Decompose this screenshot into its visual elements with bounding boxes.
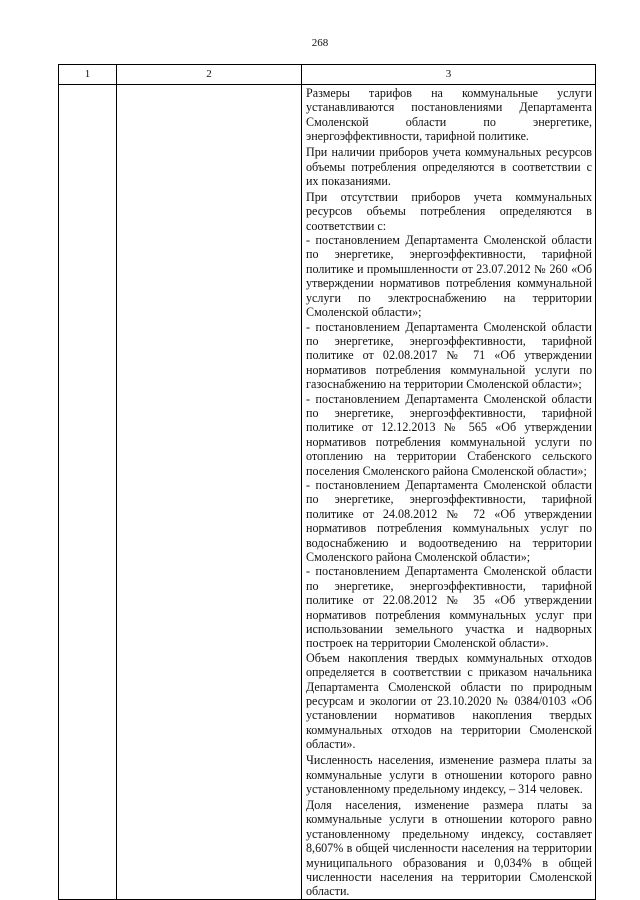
paragraph-waste-volume: Объем накопления твердых коммунальных отходов определяется в соответствии с приказом начальника Департамента Смоленской области по природным ресурсам и экологии от 23.10.2020 № 0384/0103 «Об установлении нормативов накопления твердых коммунальных отходов на территории Смоленской области». bbox=[306, 650, 592, 752]
cell-column-1 bbox=[59, 85, 117, 900]
paragraph-meters-absent: При отсутствии приборов учета коммунальных ресурсов объемы потребления определяются в соответствии с: bbox=[306, 189, 592, 233]
paragraph-population-share: Доля населения, изменение размера платы за коммунальные услуги в отношении которого равно установленному предельному индексу, составляет 8,607% в общей численности населения на территории муниципального образования и 0,034% в общей численности населения на территории Смоленской области. bbox=[306, 797, 592, 899]
paragraph-population-count: Численность населения, изменение размера платы за коммунальные услуги в отношении которого равно установленному предельному индексу, – 314 человек. bbox=[306, 753, 592, 796]
cell-column-3 bbox=[302, 85, 596, 900]
paragraph-gas-norms: - постановлением Департамента Смоленской области по энергетике, энергоэффективности, тарифной политике от 02.08.2017 № 71 «Об утверждении нормативов потребления коммунальной услуги по газоснабжению на территории Смоленской области»; bbox=[306, 319, 592, 392]
table-row bbox=[59, 85, 596, 900]
paragraph-heating-norms: - постановлением Департамента Смоленской области по энергетике, энергоэффективности, тарифной политике от 12.12.2013 № 565 «Об утверждении нормативов потребления коммунальной услуги по отоплению на территории Стабенского сельского поселения Смоленского района Смоленской области»; bbox=[306, 391, 592, 478]
paragraph-land-norms: - постановлением Департамента Смоленской области по энергетике, энергоэффективности, тарифной политике от 22.08.2012 № 35 «Об утверждении нормативов потребления коммунальных услуг при использовании земельного участка и надворных построек на территории Смоленской области». bbox=[306, 564, 592, 651]
column-header-3: 3 bbox=[302, 65, 596, 85]
column-header-1: 1 bbox=[59, 65, 117, 85]
document-table bbox=[58, 64, 596, 900]
paragraph-water-norms: - постановлением Департамента Смоленской области по энергетике, энергоэффективности, тарифной политике от 24.08.2012 № 72 «Об утверждении нормативов потребления коммунальных услуг по водоснабжению и водоотведению на территории Смоленского района Смоленской области»; bbox=[306, 477, 592, 564]
page-number: 268 bbox=[311, 37, 329, 49]
paragraph-electricity-norms: - постановлением Департамента Смоленской области по энергетике, энергоэффективности, тарифной политике и промышленности от 23.07.2012 № 260 «Об утверждении нормативов потребления коммунальной услуги по электроснабжению на территории Смоленской области»; bbox=[306, 233, 592, 320]
cell-column-2 bbox=[117, 85, 302, 900]
table-header-row bbox=[59, 65, 596, 85]
paragraph-tariffs: Размеры тарифов на коммунальные услуги устанавливаются постановлениями Департамента Смоленской области по энергетике, энергоэффективности, тарифной политике. bbox=[306, 86, 592, 144]
paragraph-meters-present: При наличии приборов учета коммунальных ресурсов объемы потребления определяются в соответствии с их показаниями. bbox=[306, 145, 592, 188]
column-header-2: 2 bbox=[117, 65, 302, 85]
